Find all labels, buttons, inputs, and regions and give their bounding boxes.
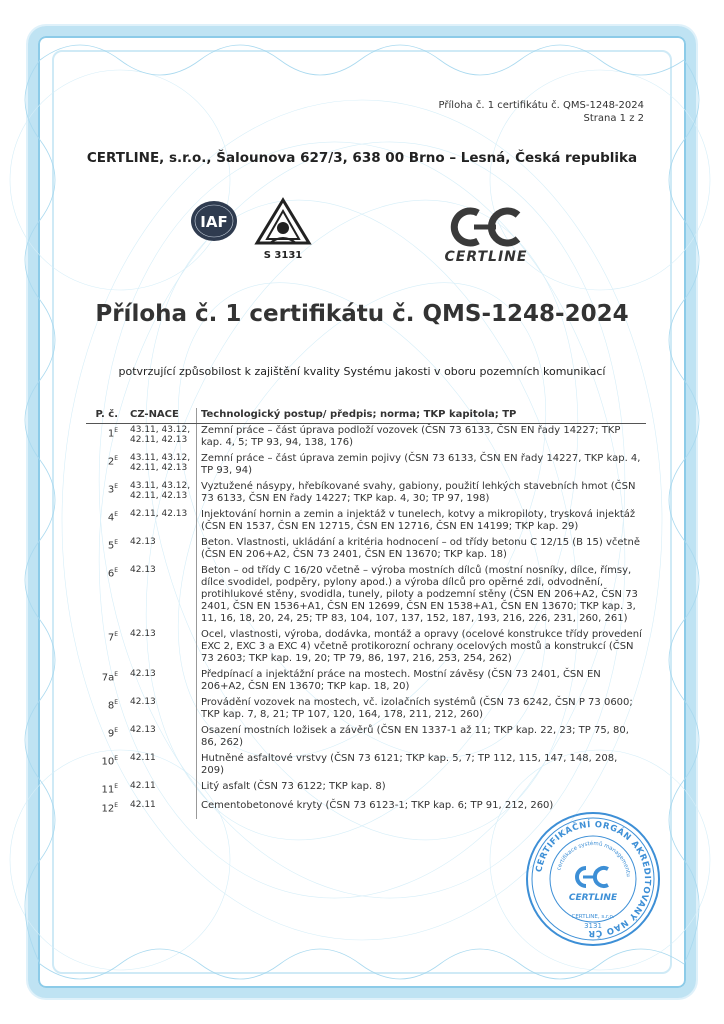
row-description: Injektování hornin a zemin a injektáž v tunelech, kotvy a mikropiloty, trysková injektáž (ČSN EN 1537, ČSN EN 12715, ČSN EN 12716, ČSN EN 14199; TKP kap. 29) (197, 508, 647, 536)
row-nace: 42.13 (130, 725, 156, 735)
row-description: Osazení mostních ložisek a závěrů (ČSN EN 1337-1 až 11; TKP kap. 22, 23; TP 75, 80, 86, 262) (197, 724, 647, 752)
header-description: Technologický postup/ předpis; norma; TKP kapitola; TP (197, 408, 647, 424)
row-nace: 42.11 (130, 800, 156, 811)
table-row (86, 536, 646, 564)
row-number: $5^E$ (107, 539, 118, 552)
table-row (86, 564, 646, 628)
row-nace: 42.13 (130, 537, 156, 547)
row-description: Beton. Vlastnosti, ukládání a kritéria hodnocení – od třídy betonu C 12/15 (B 15) včetně (ČSN EN 206+A2, ČSN 73 2401, ČSN EN 13670; TKP kap. 18) (197, 536, 647, 564)
iaf-text: IAF (200, 213, 228, 231)
row-nace: 42.13 (130, 565, 156, 575)
table-row (86, 696, 646, 724)
certline-wordmark: CERTLINE (444, 249, 528, 265)
accreditation-number: S 3131 (263, 250, 303, 261)
row-number: $4^E$ (107, 511, 118, 524)
table-row (86, 480, 646, 508)
stamp-certline-mark-icon (577, 868, 608, 886)
row-number: $1^E$ (107, 427, 118, 440)
table-row (86, 752, 646, 780)
scope-table (86, 408, 646, 819)
row-number: $8^E$ (107, 699, 118, 712)
row-number: $7a^E$ (101, 671, 118, 684)
stamp-inner-text: certifikace systémů managementu (556, 840, 631, 878)
row-number: $10^E$ (101, 755, 118, 768)
row-description: Provádění vozovek na mostech, vč. izolačních systémů (ČSN 73 6242, ČSN P 73 0600; TKP kap. 7, 8, 21; TP 107, 120, 164, 178, 211, 212, 260) (197, 696, 647, 724)
iaf-seal-icon (190, 200, 238, 242)
row-description: Beton – od třídy C 16/20 včetně – výroba mostních dílců (mostní nosníky, dílce, římsy, dílce svodidel, podpěry, pylony apod.) a výroba dílců pro opěrné zdi, odvodnění, protihlukové stěny, svodidla, tunely, piloty a podzemní stěny (ČSN EN 206+A2, ČSN 73 2401, ČSN EN 1536+A1, ČSN EN 12699, ČSN EN 1538+A1, ČSN EN 13670; TKP kap. 3, 11, 16, 18, 20, 24, 25; TP 83, 104, 107, 137, 152, 187, 193, 216, 226, 231, 260, 261) (197, 564, 647, 628)
row-nace: 42.11 (130, 753, 156, 763)
table-row (86, 424, 646, 453)
header-pc: P. č. (86, 408, 126, 424)
row-number: $9^E$ (107, 727, 118, 740)
company-address: CERTLINE, s.r.o., Šalounova 627/3, 638 00 Brno – Lesná, Česká republika (86, 150, 638, 166)
table-row (86, 452, 646, 480)
header-nace: CZ-NACE (126, 408, 197, 424)
document-title: Příloha č. 1 certifikátu č. QMS-1248-2024 (95, 301, 629, 327)
row-description: Cementobetonové kryty (ČSN 73 6123-1; TKP kap. 6; TP 91, 212, 260) (197, 799, 647, 818)
row-description: Zemní práce – část úprava zemin pojivy (ČSN 73 6133, ČSN EN řady 14227, TKP kap. 4, TP 93, 94) (197, 452, 647, 480)
row-number: $6^E$ (107, 567, 118, 580)
stamp-brand: CERTLINE (568, 893, 618, 903)
certline-logo-icon (444, 205, 528, 249)
row-description: Vyztužené násypy, hřebíkované svahy, gabiony, použití lehkých stavebních hmot (ČSN 73 6133, ČSN EN řady 14227; TKP kap. 4, 30; TP 97, 198) (197, 480, 647, 508)
row-nace: 43.11, 43.12, 42.11, 42.13 (130, 453, 191, 473)
row-number: $2^E$ (107, 455, 118, 468)
row-number: $7^E$ (107, 631, 118, 644)
reference-line: Příloha č. 1 certifikátu č. QMS-1248-2024 (438, 100, 644, 111)
row-nace: 42.13 (130, 629, 156, 639)
table-row (86, 668, 646, 696)
row-description: Litý asfalt (ČSN 73 6122; TKP kap. 8) (197, 780, 647, 799)
row-nace: 42.13 (130, 697, 156, 707)
table-row (86, 628, 646, 668)
table-row (86, 780, 646, 799)
document-subtitle: potvrzující způsobilost k zajištění kvality Systému jakosti v oboru pozemních komunikací (118, 365, 606, 378)
row-description: Zemní práce – část úprava podloží vozovek (ČSN 73 6133, ČSN EN řady 14227; TKP kap. 4, 5; TP 93, 94, 138, 176) (197, 424, 647, 453)
stamp-ring-text: CERTIFIKAČNÍ ORGÁN AKREDITOVANÝ NAO ČR (534, 819, 653, 939)
row-description: Předpínací a injektážní práce na mostech. Mostní závěsy (ČSN 73 2401, ČSN EN 206+A2, ČSN EN 13670; TKP kap. 18, 20) (197, 668, 647, 696)
table-row (86, 724, 646, 752)
row-nace: 42.13 (130, 669, 156, 679)
row-description: Ocel, vlastnosti, výroba, dodávka, montáž a opravy (ocelové konstrukce třídy provedení EXC 2, EXC 3 a EXC 4) včetně protikorozní ochrany ocelových mostů a konstrukcí (ČSN 73 2603; TKP kap. 19, 20; TP 79, 86, 197, 216, 253, 254, 262) (197, 628, 647, 668)
table-row (86, 508, 646, 536)
certification-stamp (524, 810, 662, 948)
row-nace: 43.11, 43.12, 42.11, 42.13 (130, 481, 191, 501)
row-nace: 43.11, 43.12, 42.11, 42.13 (130, 425, 191, 445)
row-number: $11^E$ (101, 783, 118, 796)
stamp-footer: CERTLINE, s.r.o. (571, 914, 615, 920)
table-header-row (86, 408, 646, 424)
row-nace: 42.11, 42.13 (130, 509, 188, 519)
row-number: $3^E$ (107, 483, 118, 496)
row-nace: 42.11 (130, 781, 156, 791)
page-indicator: Strana 1 z 2 (583, 113, 644, 124)
header-reference (439, 99, 644, 125)
stamp-number: 3131 (584, 922, 602, 930)
certification-triangle-logo-icon (254, 197, 312, 247)
row-number: $12^E$ (101, 802, 118, 815)
row-description: Hutněné asfaltové vrstvy (ČSN 73 6121; TKP kap. 5, 7; TP 112, 115, 147, 148, 208, 209) (197, 752, 647, 780)
